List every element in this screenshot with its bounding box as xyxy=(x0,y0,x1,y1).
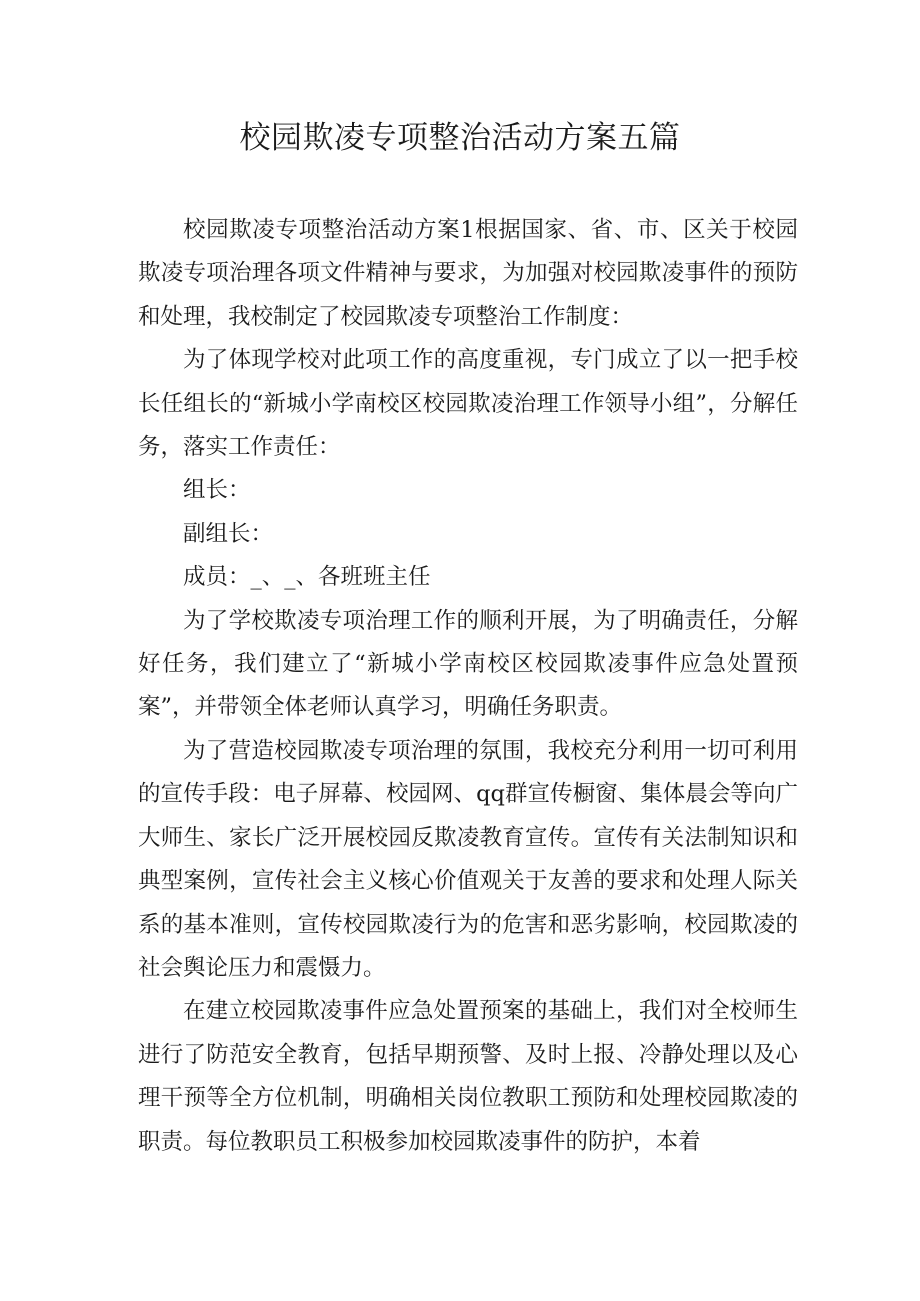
paragraph-group-leader: 组长： xyxy=(183,477,251,504)
paragraph-publicity: 为了营造校园欺凌专项治理的氛围，我校充分利用一切可利用的宣传手段：电子屏幕、校园网、qq群宣传橱窗、集体晨会等向广大师生、家长广泛开展校园反欺凌教育宣传。宣传有关法制知识和典型案例，宣传社会主义核心价值观关于友善的要求和处理人际关系的基本准则，宣传校园欺凌行为的危害和恶劣影响，校园欺凌的社会舆论压力和震慑力。 xyxy=(138,737,798,981)
paragraph-members: 成员：_、_、各班班主任 xyxy=(183,564,431,591)
paragraph-safety-education: 在建立校园欺凌事件应急处置预案的基础上，我们对全校师生进行了防范安全教育，包括早期预警、及时上报、冷静处理以及心理干预等全方位机制，明确相关岗位教职工预防和处理校园欺凌的职责。每位教职员工积极参加校园欺凌事件的防护，本着 xyxy=(138,998,798,1155)
paragraph-emergency-plan: 为了学校欺凌专项治理工作的顺利开展，为了明确责任，分解好任务，我们建立了“新城小学南校区校园欺凌事件应急处置预案”，并带领全体老师认真学习，明确任务职责。 xyxy=(138,607,798,721)
document-title: 校园欺凌专项整治活动方案五篇 xyxy=(239,120,681,156)
paragraph-deputy-leader: 副组长： xyxy=(183,520,274,547)
paragraph-leadership-group: 为了体现学校对此项工作的高度重视，专门成立了以一把手校长任组长的“新城小学南校区校园欺凌治理工作领导小组”，分解任务，落实工作责任： xyxy=(138,347,798,461)
document-body xyxy=(138,209,798,1164)
paragraph-intro: 校园欺凌专项整治活动方案1根据国家、省、市、区关于校园欺凌专项治理各项文件精神与要求，为加强对校园欺凌事件的预防和处理，我校制定了校园欺凌专项整治工作制度： xyxy=(138,217,798,330)
